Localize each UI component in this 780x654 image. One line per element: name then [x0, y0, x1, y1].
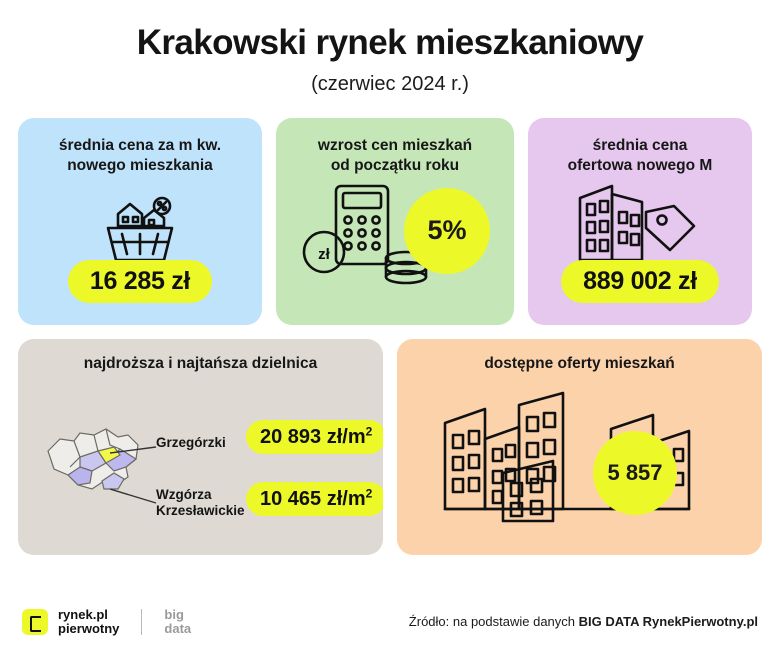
district-value-text: 20 893 zł/m [260, 426, 366, 449]
card-heading-line2: od początku roku [330, 156, 460, 174]
footer [0, 608, 780, 636]
house-basket-icon [92, 184, 188, 271]
card-heading-line2: nowego mieszkania [67, 156, 213, 174]
page-title: Krakowski rynek mieszkaniowy [136, 23, 644, 62]
brand-suffix: .pl [92, 606, 108, 622]
district-value-exponent: 2 [365, 486, 373, 501]
brand-logo[interactable] [22, 608, 191, 636]
card-heading-line1: średnia cena za m kw. [58, 136, 222, 154]
district-name-line2: Krzesławickie [156, 502, 245, 518]
district-value-text: 10 465 zł/m [260, 488, 366, 511]
card-average-price-sqm [18, 118, 262, 325]
bigdata-line2: data [164, 620, 192, 636]
district-row-most-expensive [156, 435, 242, 451]
svg-text:zł: zł [318, 245, 330, 263]
bigdata-line1: big [164, 606, 184, 622]
price-growth-value: 5% [404, 188, 490, 274]
district-value-most-expensive [246, 425, 383, 450]
card-heading-line1: średnia cena [592, 136, 688, 154]
building-tag-icon [570, 176, 710, 271]
header [0, 0, 780, 96]
card-heading-line2: ofertowa nowego M [567, 156, 713, 174]
card-heading: dostępne oferty mieszkań [484, 354, 675, 372]
footer-divider [141, 609, 142, 635]
card-heading: najdroższa i najtańsza dzielnica [83, 354, 318, 372]
district-row-cheapest [156, 487, 245, 519]
source-prefix: Źródło: na podstawie danych [408, 614, 579, 630]
bigdata-logo [164, 608, 191, 636]
card-heading [528, 118, 752, 177]
district-value-cheapest [246, 487, 383, 512]
source-note [409, 614, 758, 629]
brand-line1: rynek.pl [58, 606, 108, 622]
district-value-exponent: 2 [365, 424, 373, 439]
brand-line2: pierwotny [58, 620, 120, 636]
district-name: Grzegórzki [156, 434, 226, 450]
district-name-line1: Wzgórza [156, 486, 212, 502]
available-offers-value: 5 857 [593, 431, 677, 515]
card-value-container [528, 260, 752, 303]
cards-row-top [0, 118, 780, 325]
source-bold: BIG DATA RynekPierwotny.pl [578, 614, 758, 630]
avg-offer-price-value: 889 002 zł [561, 260, 719, 303]
card-value-container [18, 260, 262, 303]
card-price-growth [276, 118, 514, 325]
card-average-offer-price [528, 118, 752, 325]
page-subtitle: (czerwiec 2024 r.) [311, 72, 469, 95]
card-districts [18, 339, 383, 555]
card-available-offers [397, 339, 762, 555]
card-heading [276, 118, 514, 177]
card-heading [18, 118, 262, 177]
buildings-icon [441, 387, 721, 532]
card-heading-line1: wzrost cen mieszkań [317, 136, 473, 154]
cards-row-bottom [0, 339, 780, 555]
rynek-pierwotny-logo-icon [22, 609, 48, 635]
avg-price-sqm-value: 16 285 zł [68, 260, 212, 303]
